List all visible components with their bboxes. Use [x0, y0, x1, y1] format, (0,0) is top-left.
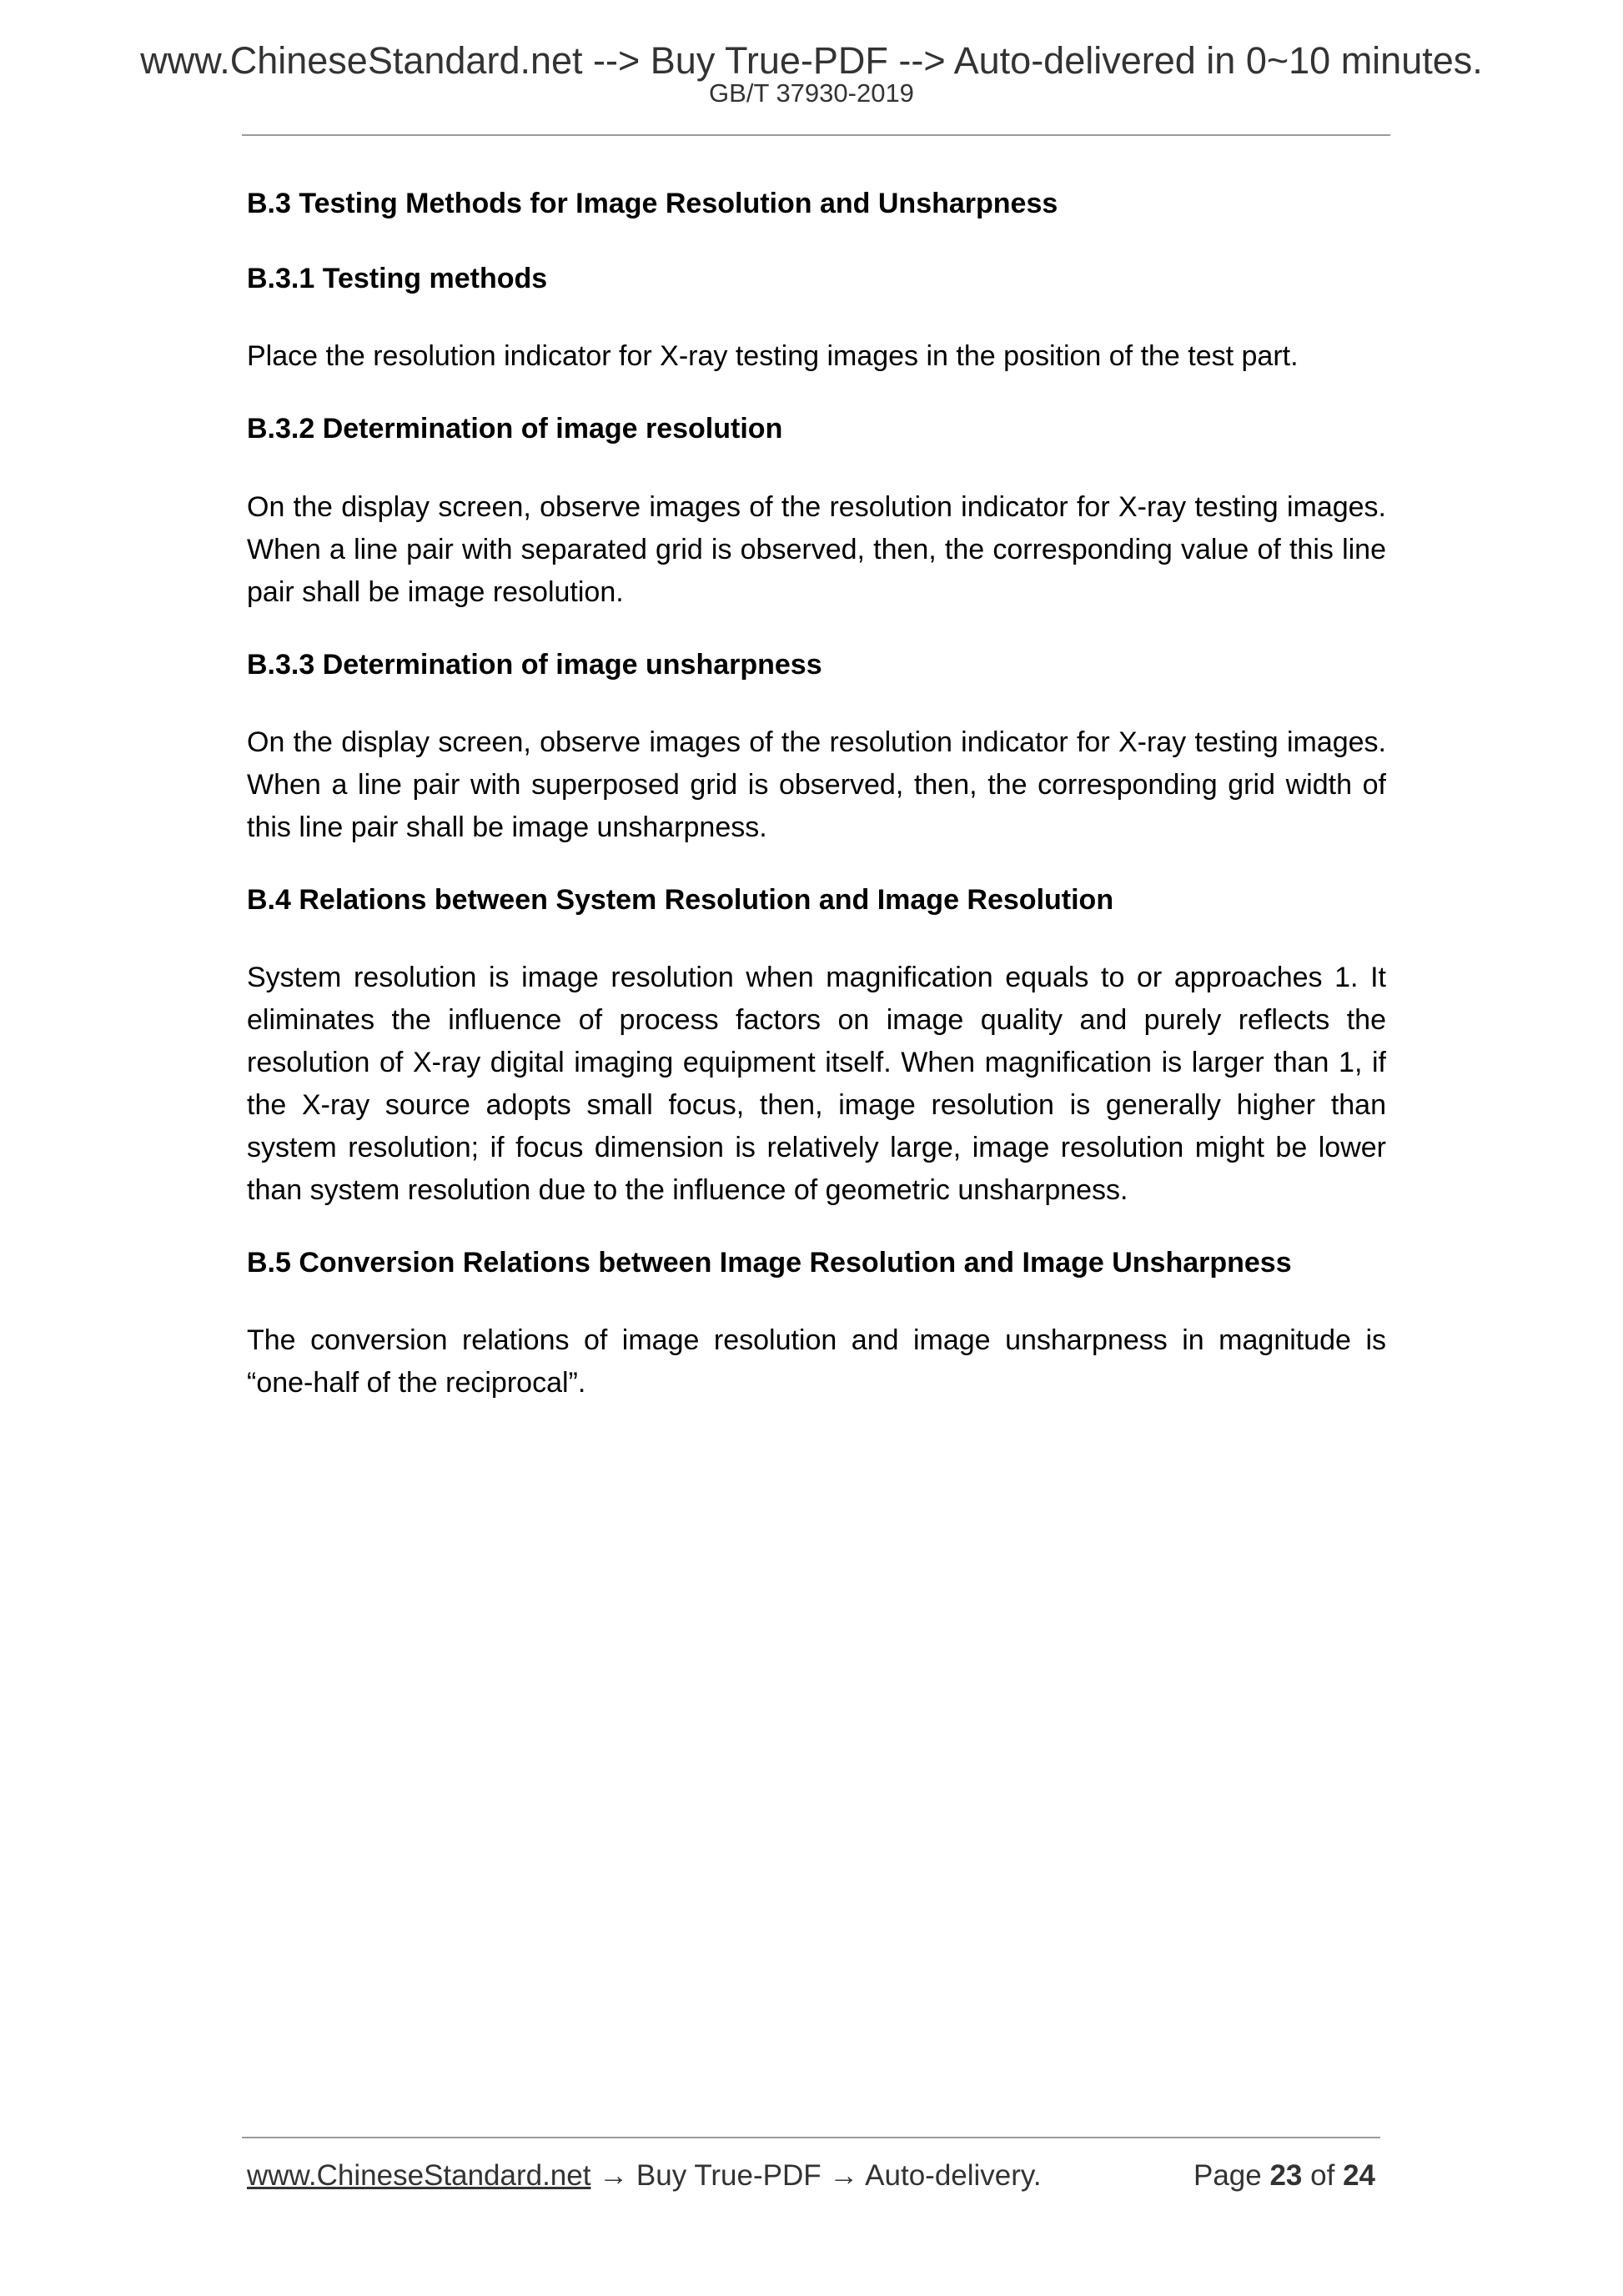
footer-promo [247, 2158, 1042, 2193]
footer-divider [242, 2137, 1380, 2138]
page-label: Page [1193, 2159, 1262, 2192]
site-banner: www.ChineseStandard.net --> Buy True-PDF --> Auto-delivered in 0~10 minutes. [140, 39, 1483, 82]
site-link[interactable]: www.ChineseStandard.net [247, 2159, 591, 2192]
section-b3-1 [247, 260, 1386, 378]
paragraph: The conversion relations of image resolution and image unsharpness in magnitude is “one-half of the reciprocal”. [247, 1324, 1386, 1399]
document-code: GB/T 37930-2019 [709, 78, 914, 108]
section-b3 [247, 185, 1386, 222]
total-pages-number: 24 [1343, 2159, 1375, 2192]
document-body [247, 185, 1386, 1437]
section-b3-2 [247, 410, 1386, 613]
section-b4 [247, 882, 1386, 1212]
header-divider [242, 134, 1390, 136]
current-page-number: 23 [1269, 2159, 1303, 2192]
footer-tagline: → Buy True-PDF → Auto-delivery. [590, 2159, 1042, 2192]
paragraph: On the display screen, observe images of the resolution indicator for X-ray testing images. When a line pair with superposed grid is observed, then, the corresponding grid width of this line pair shall be image unsharpness. [247, 726, 1386, 843]
page-indicator [1193, 2158, 1375, 2193]
section-heading: B.3 Testing Methods for Image Resolution and Unsharpness [247, 188, 1058, 219]
paragraph: System resolution is image resolution when magnification equals to or approaches 1. It eliminates the influence of process factors on image quality and purely reflects the resolution of X-ray digital imaging equipment itself. When magnification is larger than 1, if the X-ray source adopts small focus, then, image resolution is generally higher than system resolution; if focus dimension is relatively large, image resolution might be lower than system resolution due to the influence of geometric unsharpness. [247, 961, 1386, 1206]
of-label: of [1310, 2159, 1335, 2192]
section-b5 [247, 1244, 1386, 1404]
paragraph: On the display screen, observe images of the resolution indicator for X-ray testing images. When a line pair with separated grid is observed, then, the corresponding value of this line pair shall be image resolution. [247, 490, 1386, 608]
paragraph: Place the resolution indicator for X-ray testing images in the position of the test part. [247, 340, 1299, 373]
section-heading: B.3.3 Determination of image unsharpness [247, 648, 822, 681]
section-heading: B.5 Conversion Relations between Image Resolution and Image Unsharpness [247, 1246, 1292, 1279]
section-heading: B.3.1 Testing methods [247, 263, 548, 295]
section-heading: B.3.2 Determination of image resolution [247, 413, 783, 445]
section-heading: B.4 Relations between System Resolution and Image Resolution [247, 883, 1114, 916]
section-b3-3 [247, 646, 1386, 849]
